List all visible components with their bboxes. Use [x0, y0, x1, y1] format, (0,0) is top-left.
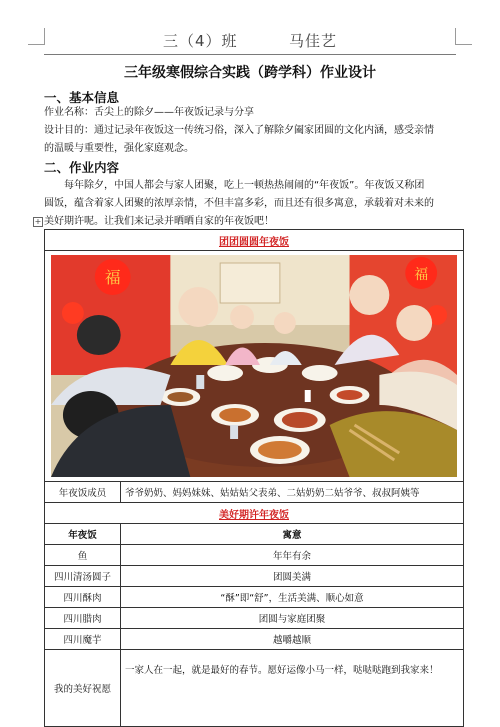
table-row: [45, 545, 464, 566]
meaning-cell: 团圆美满: [121, 566, 464, 587]
wish-value-cell: 一家人在一起，就是最好的春节。愿好运像小马一样，哒哒哒跑到我家来！: [121, 650, 464, 727]
dish-cell: 四川清汤圆子: [45, 566, 121, 587]
dish-cell: 四川腊肉: [45, 608, 121, 629]
fu-character-right: 福: [414, 266, 429, 284]
table-move-handle-icon[interactable]: +: [34, 217, 42, 226]
content-paragraph-line-3: 美好期许呢。让我们来记录并晒晒自家的年夜饭吧！: [44, 216, 274, 227]
content-paragraph-line-1: 每年除夕，中国人都会与家人团聚，吃上一顿热热闹闹的“年夜饭”。年夜饭又称团: [64, 180, 425, 191]
dish-cell: 四川魔芋: [45, 629, 121, 650]
design-purpose-line-2: 的温暖与重要性，强化家庭观念。: [44, 143, 194, 154]
family-dinner-photo: [51, 255, 457, 477]
dish-cell: 四川酥肉: [45, 587, 121, 608]
wish-label-cell: 我的美好祝愿: [45, 650, 121, 727]
heading-basic-info: 一、基本信息: [44, 90, 120, 105]
table-row: [45, 566, 464, 587]
meaning-cell: 年年有余: [121, 545, 464, 566]
meaning-cell: 越嚼越顺: [121, 629, 464, 650]
section-title-wishes-dinner: 美好期许年夜饭: [45, 503, 464, 524]
column-header-dish: 年夜饭: [45, 524, 121, 545]
members-label-cell: 年夜饭成员: [45, 482, 121, 503]
homework-table: [44, 229, 464, 727]
crop-mark-top-left: [28, 28, 45, 45]
content-paragraph-line-2: 圆饭，蕴含着家人团聚的浓厚亲情，不但丰富多彩，而且还有很多寓意，承载着对未来的: [44, 198, 434, 209]
page-header: [44, 30, 456, 55]
meaning-cell: 团圆与家庭团聚: [121, 608, 464, 629]
fu-character-left: 福: [104, 267, 121, 288]
dish-cell: 鱼: [45, 545, 121, 566]
members-value: 爷爷奶奶、妈妈妹妹、姑姑姑父表弟、二姑奶奶二姑爷爷、叔叔阿姨等: [125, 488, 420, 499]
table-row: [45, 629, 464, 650]
header-class-name: 三（4）班: [162, 32, 238, 50]
photo-cell: [45, 251, 464, 482]
work-name-line: 作业名称：舌尖上的除夕——年夜饭记录与分享: [44, 107, 254, 118]
design-purpose-line-1: 设计目的：通过记录年夜饭这一传统习俗，深入了解除夕阖家团圆的文化内涵，感受亲情: [44, 125, 434, 136]
meaning-cell: “酥”即“舒”，生活美满、顺心如意: [121, 587, 464, 608]
header-student-name: 马佳艺: [289, 32, 338, 50]
crop-mark-top-right: [455, 28, 472, 45]
section-title-reunion-dinner: 团团圆圆年夜饭: [45, 230, 464, 251]
members-value-cell: [121, 482, 464, 503]
table-row: [45, 587, 464, 608]
table-row: [45, 608, 464, 629]
document-title: 三年级寒假综合实践（跨学科）作业设计: [124, 65, 376, 81]
heading-content: 二、作业内容: [44, 160, 120, 175]
column-header-meaning: 寓意: [121, 524, 464, 545]
